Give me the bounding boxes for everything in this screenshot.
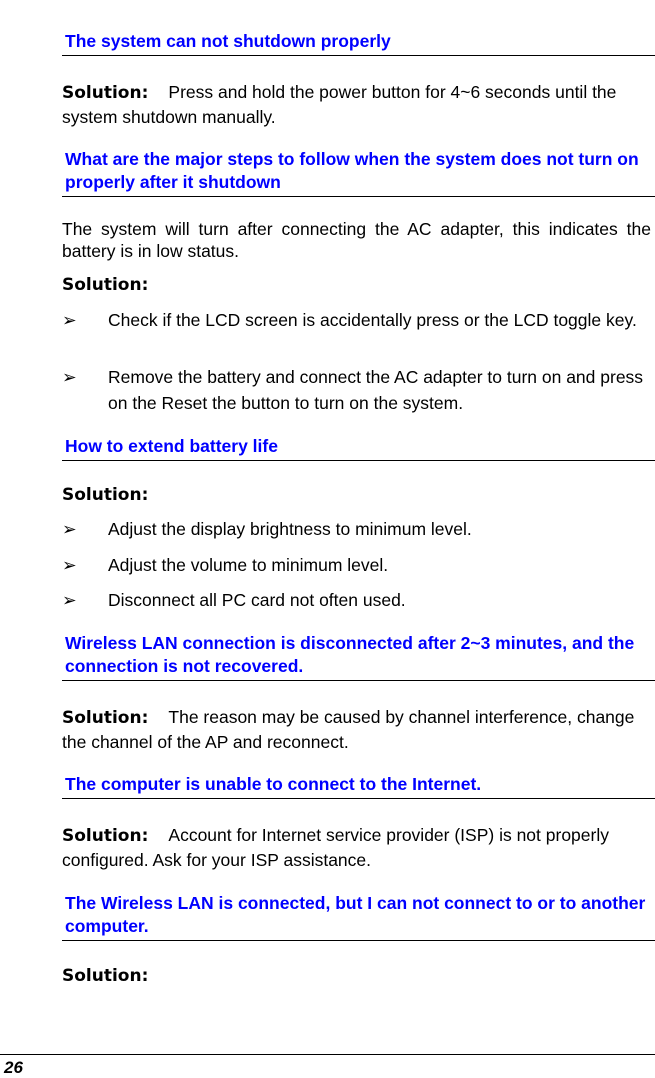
arrow-bullet-icon: ➢ [62,555,77,575]
solution-label: Solution: [62,275,149,295]
section-heading-battery-life: How to extend battery life [62,435,655,461]
solution-label: Solution: [62,966,149,986]
footer-divider [0,1054,655,1055]
page-number: 26 [4,1058,23,1077]
section-heading-shutdown: The system can not shutdown properly [62,30,655,56]
solution-paragraph [62,705,651,754]
list-item: ➢ Adjust the volume to minimum level. [62,552,651,578]
section-heading-wlan-connected: The Wireless LAN is connected, but I can not connect to or to another computer. [62,892,655,941]
solution-label: Solution: [62,83,149,103]
solution-text: Account for Internet service provider (ISP) is not properly configured. Ask for your ISP assistance. [62,825,609,870]
solution-text: The reason may be caused by channel interference, change the channel of the AP and reconnect. [62,707,635,752]
list-item: ➢ Disconnect all PC card not often used. [62,587,651,613]
section-heading-wlan-disconnect: Wireless LAN connection is disconnected after 2~3 minutes, and the connection is not recovered. [62,632,655,681]
intro-paragraph: The system will turn after connecting the AC adapter, this indicates the battery is in low status. [62,219,651,261]
list-item: ➢ Check if the LCD screen is accidentally press or the LCD toggle key. [62,307,651,333]
list-item: ➢ Adjust the display brightness to minimum level. [62,516,651,542]
arrow-bullet-icon: ➢ [62,590,77,610]
solution-text: Press and hold the power button for 4~6 seconds until the system shutdown manually. [62,82,617,127]
solution-label: Solution: [62,708,149,728]
arrow-bullet-icon: ➢ [62,519,77,539]
list-item: ➢ Remove the battery and connect the AC adapter to turn on and press on the Reset the button to turn on the system. [62,364,651,416]
section-heading-internet: The computer is unable to connect to the Internet. [62,773,655,799]
arrow-bullet-icon: ➢ [62,367,77,387]
solution-paragraph [62,823,651,872]
solution-label: Solution: [62,826,149,846]
arrow-bullet-icon: ➢ [62,310,77,330]
section-heading-turn-on: What are the major steps to follow when the system does not turn on properly after it shutdown [62,148,655,197]
solution-label: Solution: [62,485,149,505]
solution-paragraph [62,80,651,129]
